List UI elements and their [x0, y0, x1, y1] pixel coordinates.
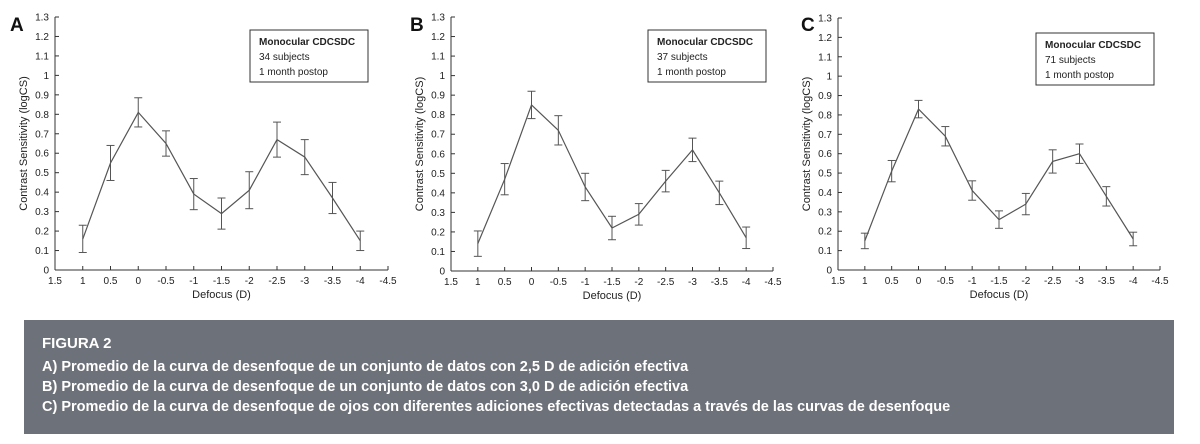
y-tick-label: 0.2 — [818, 226, 832, 238]
y-tick-label: 0.7 — [35, 129, 49, 141]
data-point — [273, 122, 281, 157]
x-tick-label: 0 — [528, 277, 535, 288]
x-tick-label: -1 — [967, 276, 977, 287]
data-point — [162, 131, 170, 156]
x-tick-label: -3.5 — [1097, 276, 1115, 287]
x-tick-label: -2 — [634, 277, 644, 288]
data-point — [662, 170, 670, 191]
y-tick-label: 1.1 — [35, 51, 49, 63]
data-point — [715, 181, 723, 204]
y-tick-label: 0.6 — [818, 149, 832, 161]
y-tick-label: 0.1 — [35, 246, 49, 258]
caption-line-c: C) Promedio de la curva de desenfoque de ojos con diferentes adiciones efectivas detectadas a través de las curvas de desenfoque — [42, 399, 951, 415]
y-tick-label: 0.1 — [818, 246, 832, 258]
x-tick-label: -0.5 — [157, 276, 175, 287]
y-tick-label: 0.2 — [431, 227, 445, 239]
x-tick-label: -1 — [580, 277, 590, 288]
y-tick-label: 1 — [826, 71, 832, 83]
y-tick-label: 1.1 — [818, 52, 832, 64]
data-point — [79, 225, 87, 252]
y-tick-label: 1.3 — [431, 12, 445, 24]
x-axis-label: Defocus (D) — [582, 290, 642, 302]
x-tick-label: 0.5 — [497, 277, 512, 288]
y-tick-label: 0.5 — [431, 168, 445, 180]
x-axis-label: Defocus (D) — [969, 289, 1029, 301]
y-tick-label: 0.4 — [818, 187, 832, 199]
x-tick-label: 1.5 — [831, 276, 845, 287]
y-tick-label: 1.3 — [818, 13, 832, 25]
y-tick-label: 0 — [439, 266, 445, 278]
y-tick-label: 0.4 — [431, 188, 445, 200]
legend-box — [250, 30, 368, 82]
data-point — [1102, 187, 1110, 206]
y-tick-label: 1 — [43, 70, 49, 82]
caption-title: FIGURA 2 — [42, 335, 112, 352]
data-point — [107, 145, 115, 180]
data-point — [218, 198, 226, 229]
y-tick-label: 1.1 — [431, 51, 445, 63]
data-point — [1076, 144, 1084, 163]
y-tick-label: 0.6 — [35, 148, 49, 160]
legend-title: Monocular CDCSDC — [1045, 40, 1142, 51]
y-tick-label: 0 — [826, 265, 832, 277]
x-tick-label: -2 — [1021, 276, 1031, 287]
caption-line-a: A) Promedio de la curva de desenfoque de un conjunto de datos con 2,5 D de adición efectiva — [42, 359, 689, 375]
y-tick-label: 1 — [439, 71, 445, 83]
y-tick-label: 0.5 — [818, 168, 832, 180]
y-axis-label: Contrast Sensitivity (logCS) — [414, 76, 426, 212]
x-tick-label: -1 — [189, 276, 199, 287]
legend-box — [1036, 33, 1154, 85]
x-tick-label: -3 — [300, 276, 310, 287]
x-tick-label: 1 — [79, 276, 86, 287]
x-tick-label: -4.5 — [379, 276, 397, 287]
data-point — [501, 164, 509, 195]
x-tick-label: -1.5 — [990, 276, 1008, 287]
data-point — [474, 231, 482, 256]
x-tick-label: -3 — [688, 277, 697, 288]
legend-timepoint: 1 month postop — [259, 67, 328, 78]
y-tick-label: 0.2 — [35, 226, 49, 238]
y-axis-label: Contrast Sensitivity (logCS) — [18, 76, 30, 211]
x-tick-label: -0.5 — [549, 277, 567, 288]
x-tick-label: -4.5 — [1151, 276, 1169, 287]
x-tick-label: -4.5 — [764, 277, 782, 288]
data-point — [554, 116, 562, 145]
data-point — [689, 138, 697, 161]
data-point — [1022, 193, 1030, 214]
data-point — [1049, 150, 1057, 173]
data-point — [608, 216, 616, 239]
x-tick-label: 0.5 — [103, 276, 118, 287]
y-tick-label: 0.3 — [35, 207, 49, 219]
chart-panel-b — [410, 13, 782, 303]
y-tick-label: 0.4 — [35, 187, 49, 199]
legend-title: Monocular CDCSDC — [657, 37, 754, 48]
data-point — [245, 172, 253, 209]
legend-box — [648, 30, 766, 82]
data-point — [861, 233, 869, 249]
y-tick-label: 0.9 — [35, 90, 49, 102]
data-point — [190, 179, 198, 210]
y-tick-label: 1.2 — [818, 32, 832, 44]
x-tick-label: 1 — [862, 276, 868, 287]
y-tick-label: 0.8 — [35, 109, 49, 121]
chart-panel-c — [801, 14, 1169, 302]
x-tick-label: 0.5 — [884, 276, 899, 287]
data-point — [329, 182, 337, 213]
y-tick-label: 0.9 — [431, 90, 445, 102]
panel-label: B — [410, 15, 424, 36]
x-tick-label: -3.5 — [323, 276, 342, 287]
figure-caption — [24, 320, 1174, 434]
x-tick-label: -2.5 — [657, 277, 675, 288]
legend-timepoint: 1 month postop — [657, 67, 726, 78]
x-tick-label: 0 — [915, 276, 922, 287]
x-tick-label: 1 — [475, 277, 481, 288]
x-tick-label: -1.5 — [603, 277, 621, 288]
data-point — [995, 211, 1003, 228]
y-tick-label: 0.5 — [35, 168, 49, 180]
x-tick-label: -2.5 — [268, 276, 286, 287]
data-point — [356, 231, 364, 250]
data-point — [635, 204, 643, 225]
data-point — [742, 227, 750, 248]
x-tick-label: -4 — [355, 276, 365, 287]
x-tick-label: -2 — [244, 276, 254, 287]
legend-subjects: 37 subjects — [657, 52, 708, 63]
data-point — [134, 98, 142, 127]
y-tick-label: 1.2 — [431, 32, 445, 44]
x-tick-label: -0.5 — [936, 276, 954, 287]
chart-panel-a — [10, 13, 397, 302]
data-point — [581, 173, 589, 200]
y-axis-label: Contrast Sensitivity (logCS) — [801, 76, 813, 212]
x-tick-label: -2.5 — [1044, 276, 1062, 287]
caption-line-b: B) Promedio de la curva de desenfoque de un conjunto de datos con 3,0 D de adición efectiva — [42, 379, 689, 395]
x-tick-label: -4 — [741, 277, 751, 288]
y-tick-label: 0.7 — [431, 129, 445, 141]
y-tick-label: 1.2 — [35, 31, 49, 43]
y-tick-label: 0.6 — [431, 149, 445, 161]
y-tick-label: 0.8 — [818, 110, 832, 122]
x-tick-label: 1.5 — [48, 276, 62, 287]
x-tick-label: -1.5 — [212, 276, 231, 287]
y-tick-label: 0.3 — [818, 207, 832, 219]
legend-subjects: 71 subjects — [1045, 55, 1096, 66]
y-tick-label: 0 — [43, 265, 49, 277]
x-tick-label: -4 — [1128, 276, 1138, 287]
x-axis-label: Defocus (D) — [192, 289, 251, 301]
y-tick-label: 1.3 — [35, 12, 49, 24]
legend-subjects: 34 subjects — [259, 52, 310, 63]
x-tick-label: -3 — [1075, 276, 1084, 287]
x-tick-label: 0 — [135, 276, 142, 287]
y-tick-label: 0.1 — [431, 246, 445, 258]
y-tick-label: 0.8 — [431, 110, 445, 122]
panel-label: C — [801, 15, 815, 36]
y-tick-label: 0.9 — [818, 91, 832, 103]
data-point — [528, 91, 536, 118]
y-tick-label: 0.3 — [431, 207, 445, 219]
panel-label: A — [10, 15, 24, 36]
y-tick-label: 0.7 — [818, 129, 832, 141]
legend-title: Monocular CDCSDC — [259, 37, 356, 48]
data-point — [301, 140, 309, 175]
legend-timepoint: 1 month postop — [1045, 70, 1114, 81]
x-tick-label: -3.5 — [710, 277, 728, 288]
x-tick-label: 1.5 — [444, 277, 458, 288]
